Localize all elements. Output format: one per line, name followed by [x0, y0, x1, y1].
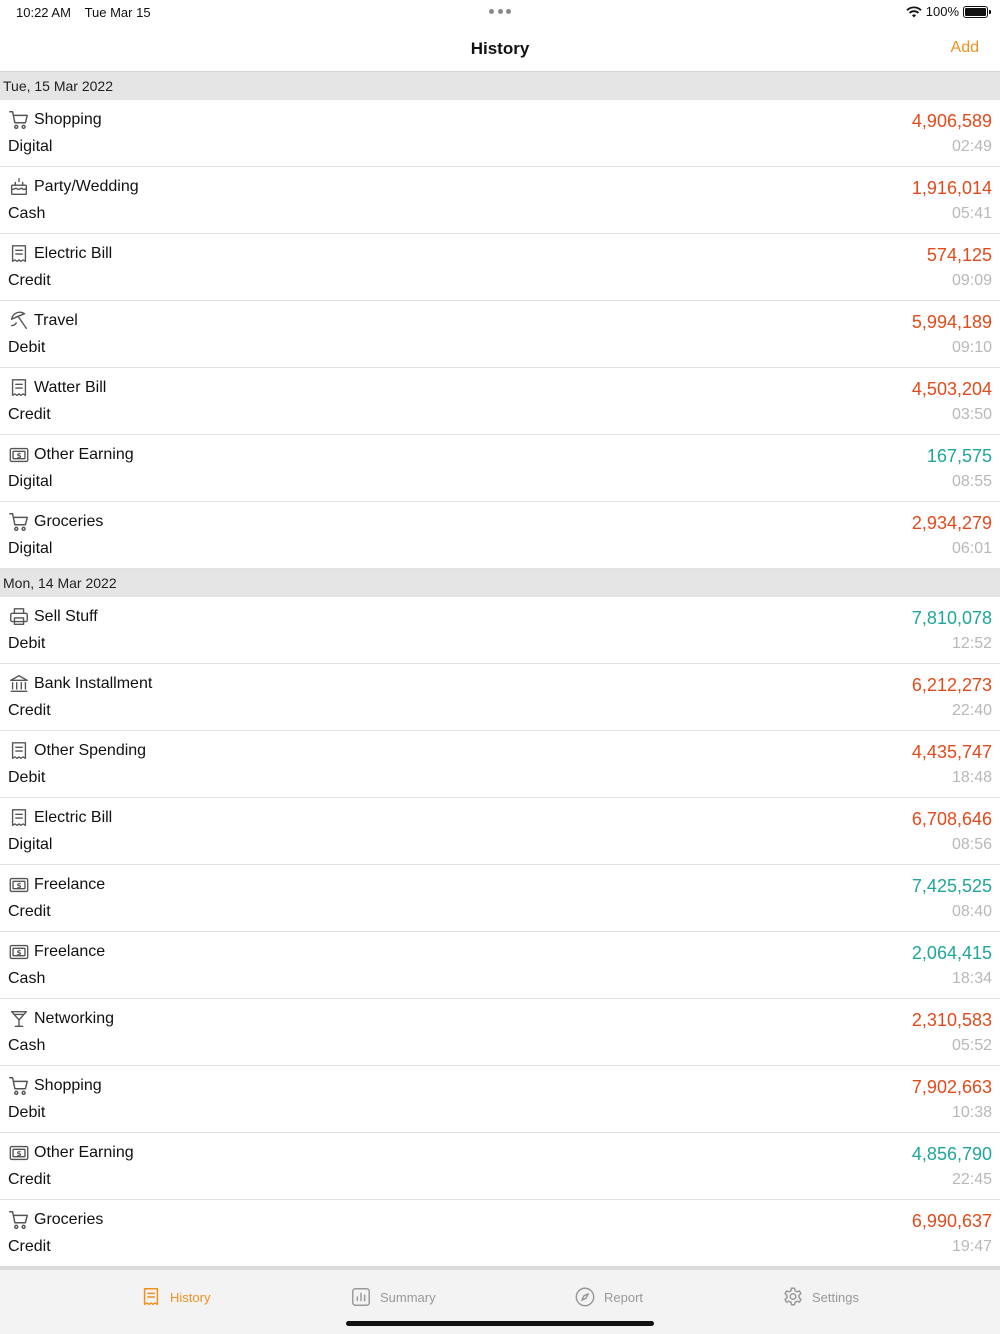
transaction-time: 19:47	[951, 1238, 992, 1255]
dollar-bill-icon	[8, 444, 30, 466]
payment-method: Digital	[8, 836, 53, 853]
cocktail-icon	[8, 1008, 30, 1030]
tab-settings[interactable]	[782, 1282, 859, 1312]
payment-method: Debit	[8, 635, 46, 652]
transaction-row[interactable]	[0, 1200, 1000, 1266]
transaction-time: 12:52	[951, 635, 992, 652]
payment-method: Debit	[8, 1104, 46, 1121]
printer-icon	[8, 606, 30, 628]
payment-method: Credit	[8, 272, 51, 289]
tab-report-label: Report	[604, 1289, 644, 1305]
transaction-amount: 6,990,637	[911, 1211, 992, 1231]
receipt-icon	[8, 740, 30, 762]
transaction-category: Other Spending	[34, 742, 147, 759]
transaction-amount: 2,934,279	[911, 513, 992, 533]
tab-summary-label: Summary	[380, 1289, 436, 1305]
status-left	[16, 5, 151, 20]
tab-history[interactable]	[140, 1282, 210, 1312]
transaction-category: Other Earning	[34, 446, 134, 463]
transaction-time: 18:34	[951, 970, 992, 987]
transaction-row[interactable]	[0, 368, 1000, 435]
transaction-row[interactable]	[0, 100, 1000, 167]
dollar-bill-icon	[8, 874, 30, 896]
cake-icon	[8, 176, 30, 198]
payment-method: Cash	[8, 1037, 46, 1054]
transaction-amount: 5,994,189	[911, 312, 992, 332]
transaction-category: Sell Stuff	[34, 608, 98, 625]
transaction-time: 22:45	[951, 1171, 992, 1188]
transaction-category: Networking	[34, 1010, 115, 1027]
transaction-category: Electric Bill	[34, 809, 113, 826]
transaction-row[interactable]	[0, 435, 1000, 502]
payment-method: Cash	[8, 970, 46, 987]
transaction-time: 05:52	[951, 1037, 992, 1054]
transaction-category: Electric Bill	[34, 245, 113, 262]
transaction-time: 08:56	[951, 836, 992, 853]
status-bar	[0, 0, 1000, 24]
transaction-time: 05:41	[951, 205, 992, 222]
transaction-row[interactable]	[0, 999, 1000, 1066]
tab-history-label: History	[170, 1289, 211, 1305]
cart-icon	[8, 1075, 30, 1097]
transaction-row[interactable]	[0, 234, 1000, 301]
dollar-bill-icon	[8, 941, 30, 963]
svg-text:$: $	[16, 1148, 22, 1158]
transaction-category: Travel	[34, 312, 78, 329]
payment-method: Debit	[8, 769, 46, 786]
transaction-amount: 6,212,273	[911, 675, 992, 695]
transaction-amount: 1,916,014	[911, 178, 992, 198]
transaction-category: Shopping	[34, 1077, 102, 1094]
payment-method: Credit	[8, 702, 51, 719]
gear-icon	[782, 1286, 804, 1308]
transaction-row[interactable]	[0, 167, 1000, 234]
payment-method: Digital	[8, 540, 53, 557]
cart-icon	[8, 109, 30, 131]
section-header: Tue, 15 Mar 2022	[0, 72, 1000, 100]
transaction-time: 08:40	[951, 903, 992, 920]
bank-icon	[8, 673, 30, 695]
transaction-time: 18:48	[951, 769, 992, 786]
receipt-icon	[140, 1286, 162, 1308]
transaction-amount: 4,435,747	[911, 742, 992, 762]
transaction-time: 02:49	[951, 138, 992, 155]
transaction-category: Groceries	[34, 1211, 104, 1228]
transaction-row[interactable]	[0, 664, 1000, 731]
transaction-amount: 2,064,415	[911, 943, 992, 963]
transaction-row[interactable]	[0, 597, 1000, 664]
navigation-bar	[0, 24, 1000, 72]
add-button[interactable]: Add	[950, 39, 979, 56]
payment-method: Digital	[8, 138, 53, 155]
transaction-amount: 6,708,646	[911, 809, 992, 829]
transaction-time: 22:40	[951, 702, 992, 719]
battery-icon	[963, 6, 988, 18]
receipt-icon	[8, 377, 30, 399]
transaction-amount: 2,310,583	[911, 1010, 992, 1030]
transaction-time: 08:55	[951, 473, 992, 490]
tab-summary[interactable]	[350, 1282, 436, 1312]
bar-chart-icon	[350, 1286, 372, 1308]
svg-text:$: $	[16, 947, 22, 957]
multitasking-dots-icon[interactable]	[489, 9, 511, 15]
payment-method: Digital	[8, 473, 53, 490]
transaction-amount: 7,810,078	[911, 608, 992, 628]
transaction-amount: 7,902,663	[911, 1077, 992, 1097]
status-right	[906, 4, 988, 19]
transaction-category: Bank Installment	[34, 675, 153, 692]
payment-method: Credit	[8, 406, 51, 423]
transaction-category: Watter Bill	[34, 379, 107, 396]
transaction-row[interactable]	[0, 731, 1000, 798]
payment-method: Cash	[8, 205, 46, 222]
status-time: 10:22 AM	[16, 5, 71, 20]
transaction-amount: 167,575	[926, 446, 992, 466]
transaction-time: 10:38	[951, 1104, 992, 1121]
payment-method: Debit	[8, 339, 46, 356]
transaction-row[interactable]	[0, 865, 1000, 932]
cart-icon	[8, 1209, 30, 1231]
transaction-category: Groceries	[34, 513, 104, 530]
transaction-category: Freelance	[34, 876, 106, 893]
transaction-row[interactable]	[0, 798, 1000, 865]
wifi-icon	[906, 6, 922, 18]
transaction-amount: 574,125	[926, 245, 992, 265]
transaction-time: 06:01	[951, 540, 992, 557]
dollar-bill-icon	[8, 1142, 30, 1164]
payment-method: Credit	[8, 1238, 51, 1255]
transaction-row[interactable]	[0, 502, 1000, 569]
history-list[interactable]	[0, 72, 1000, 1266]
transaction-amount: 7,425,525	[911, 876, 992, 896]
page-title: History	[470, 39, 530, 58]
cart-icon	[8, 511, 30, 533]
transaction-category: Party/Wedding	[34, 178, 139, 195]
transaction-amount: 4,856,790	[911, 1144, 992, 1164]
status-date: Tue Mar 15	[84, 5, 151, 20]
tab-settings-label: Settings	[812, 1289, 859, 1305]
section-header: Mon, 14 Mar 2022	[0, 569, 1000, 597]
svg-text:$: $	[16, 450, 22, 460]
svg-text:$: $	[16, 880, 22, 890]
compass-icon	[574, 1286, 596, 1308]
battery-percent: 100%	[925, 4, 959, 19]
transaction-row[interactable]	[0, 1066, 1000, 1133]
home-indicator[interactable]	[346, 1321, 654, 1326]
transaction-time: 09:09	[951, 272, 992, 289]
transaction-row[interactable]	[0, 301, 1000, 368]
transaction-amount: 4,906,589	[911, 111, 992, 131]
payment-method: Credit	[8, 1171, 51, 1188]
payment-method: Credit	[8, 903, 51, 920]
receipt-icon	[8, 243, 30, 265]
transaction-row[interactable]	[0, 932, 1000, 999]
transaction-row[interactable]	[0, 1133, 1000, 1200]
beach-umbrella-icon	[8, 310, 30, 332]
transaction-category: Shopping	[34, 111, 102, 128]
tab-report[interactable]	[574, 1282, 643, 1312]
transaction-time: 03:50	[951, 406, 992, 423]
receipt-icon	[8, 807, 30, 829]
transaction-amount: 4,503,204	[911, 379, 992, 399]
transaction-time: 09:10	[951, 339, 992, 356]
transaction-category: Other Earning	[34, 1144, 134, 1161]
transaction-category: Freelance	[34, 943, 106, 960]
